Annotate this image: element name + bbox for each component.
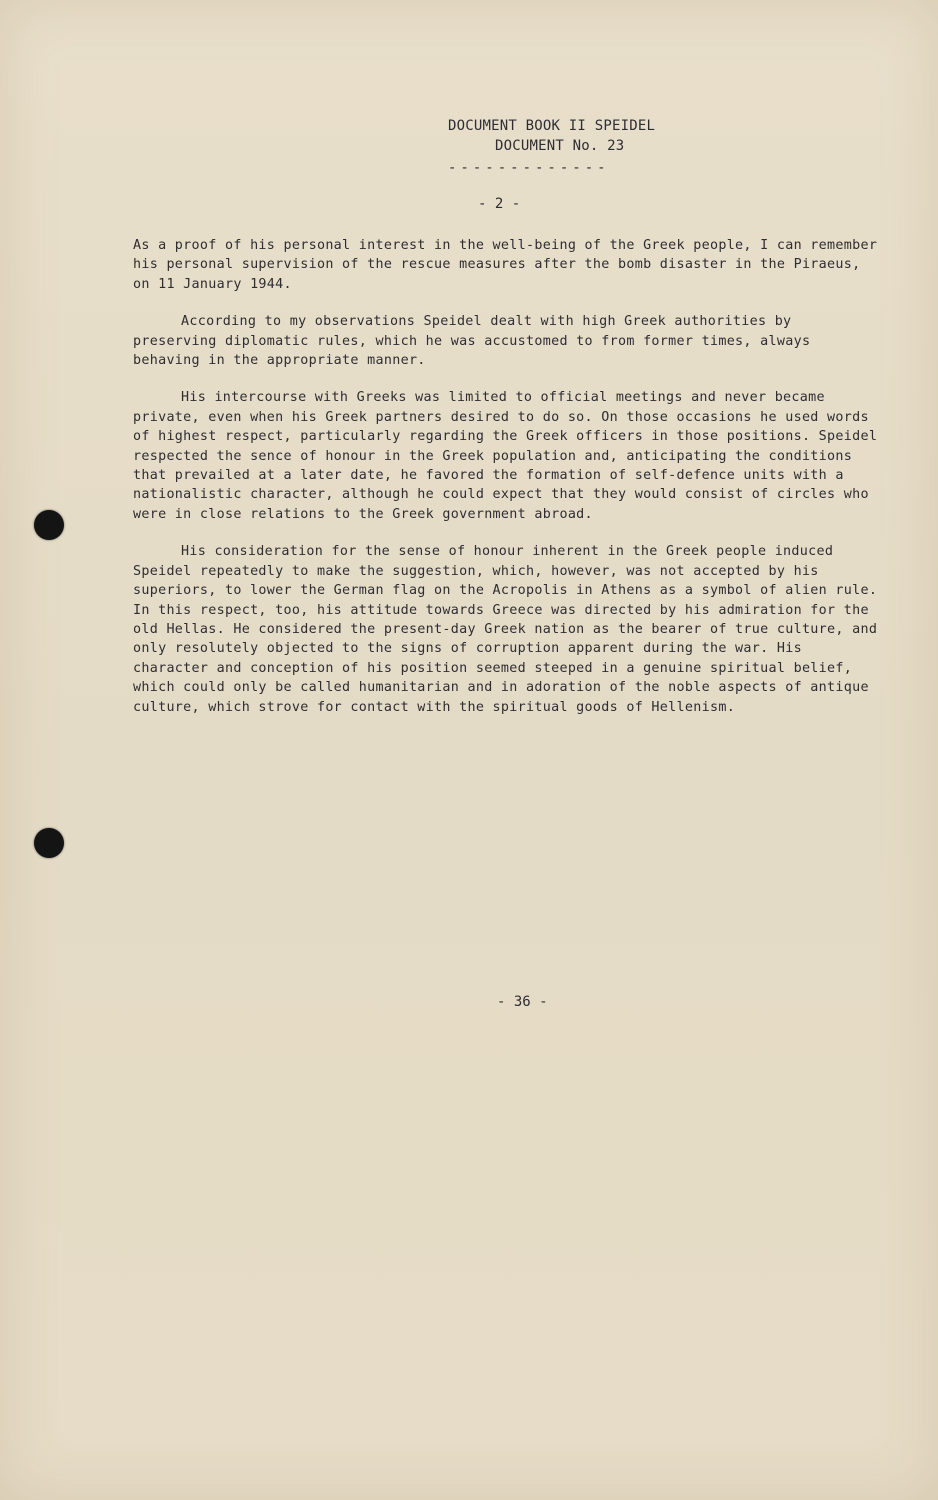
paragraph-3: His intercourse with Greeks was limited to official meetings and never became private, even when his Greek partners desired to do so. On those occasions he used words of highest respect, particularly regarding the Greek officers in those positions. Speidel respected the sence of honour in the Greek population and, anticipating the conditions that prevailed at a later date, he favored the formation of self-defence units with a nationalistic character, although he could expect that they would consist of circles who were in close relations to the Greek government abroad. — [133, 390, 878, 522]
paragraph-4: His consideration for the sense of honour inherent in the Greek people induced Speidel repeatedly to make the suggestion, which, however, was not accepted by his superiors, to lower the German flag on the Acropolis in Athens as a symbol of alien rule. In this respect, too, his attitude towards Greece was directed by his admiration for the old Hellas. He considered the present-day Greek nation as the bearer of true culture, and only resolutely objected to the signs of corruption apparent during the war. His character and conception of his position seemed steeped in a genuine spiritual belief, which could only be called humanitarian and in adoration of the noble aspects of antique culture, which strove for contact with the spiritual goods of Hellenism. — [133, 544, 878, 715]
document-body — [133, 236, 878, 735]
punch-hole-lower — [34, 828, 64, 858]
document-number: DOCUMENT No. 23 — [495, 138, 625, 154]
punch-hole-upper — [34, 510, 64, 540]
document-header — [440, 116, 700, 178]
paragraph-2: According to my observations Speidel dealt with high Greek authorities by preserving diplomatic rules, which he was accustomed to from former times, always behaving in the appropriate manner. — [133, 314, 811, 369]
header-separator: ------------- — [448, 160, 610, 176]
paragraph-1: As a proof of his personal interest in the well-being of the Greek people, I can remember his personal supervision of the rescue measures after the bomb disaster in the Piraeus, on 11 January 1944. — [133, 238, 878, 292]
document-book-title: DOCUMENT BOOK II SPEIDEL — [448, 118, 656, 134]
page-number-bottom: - 36 - — [497, 994, 548, 1010]
page-number-top: - 2 - — [478, 196, 521, 212]
